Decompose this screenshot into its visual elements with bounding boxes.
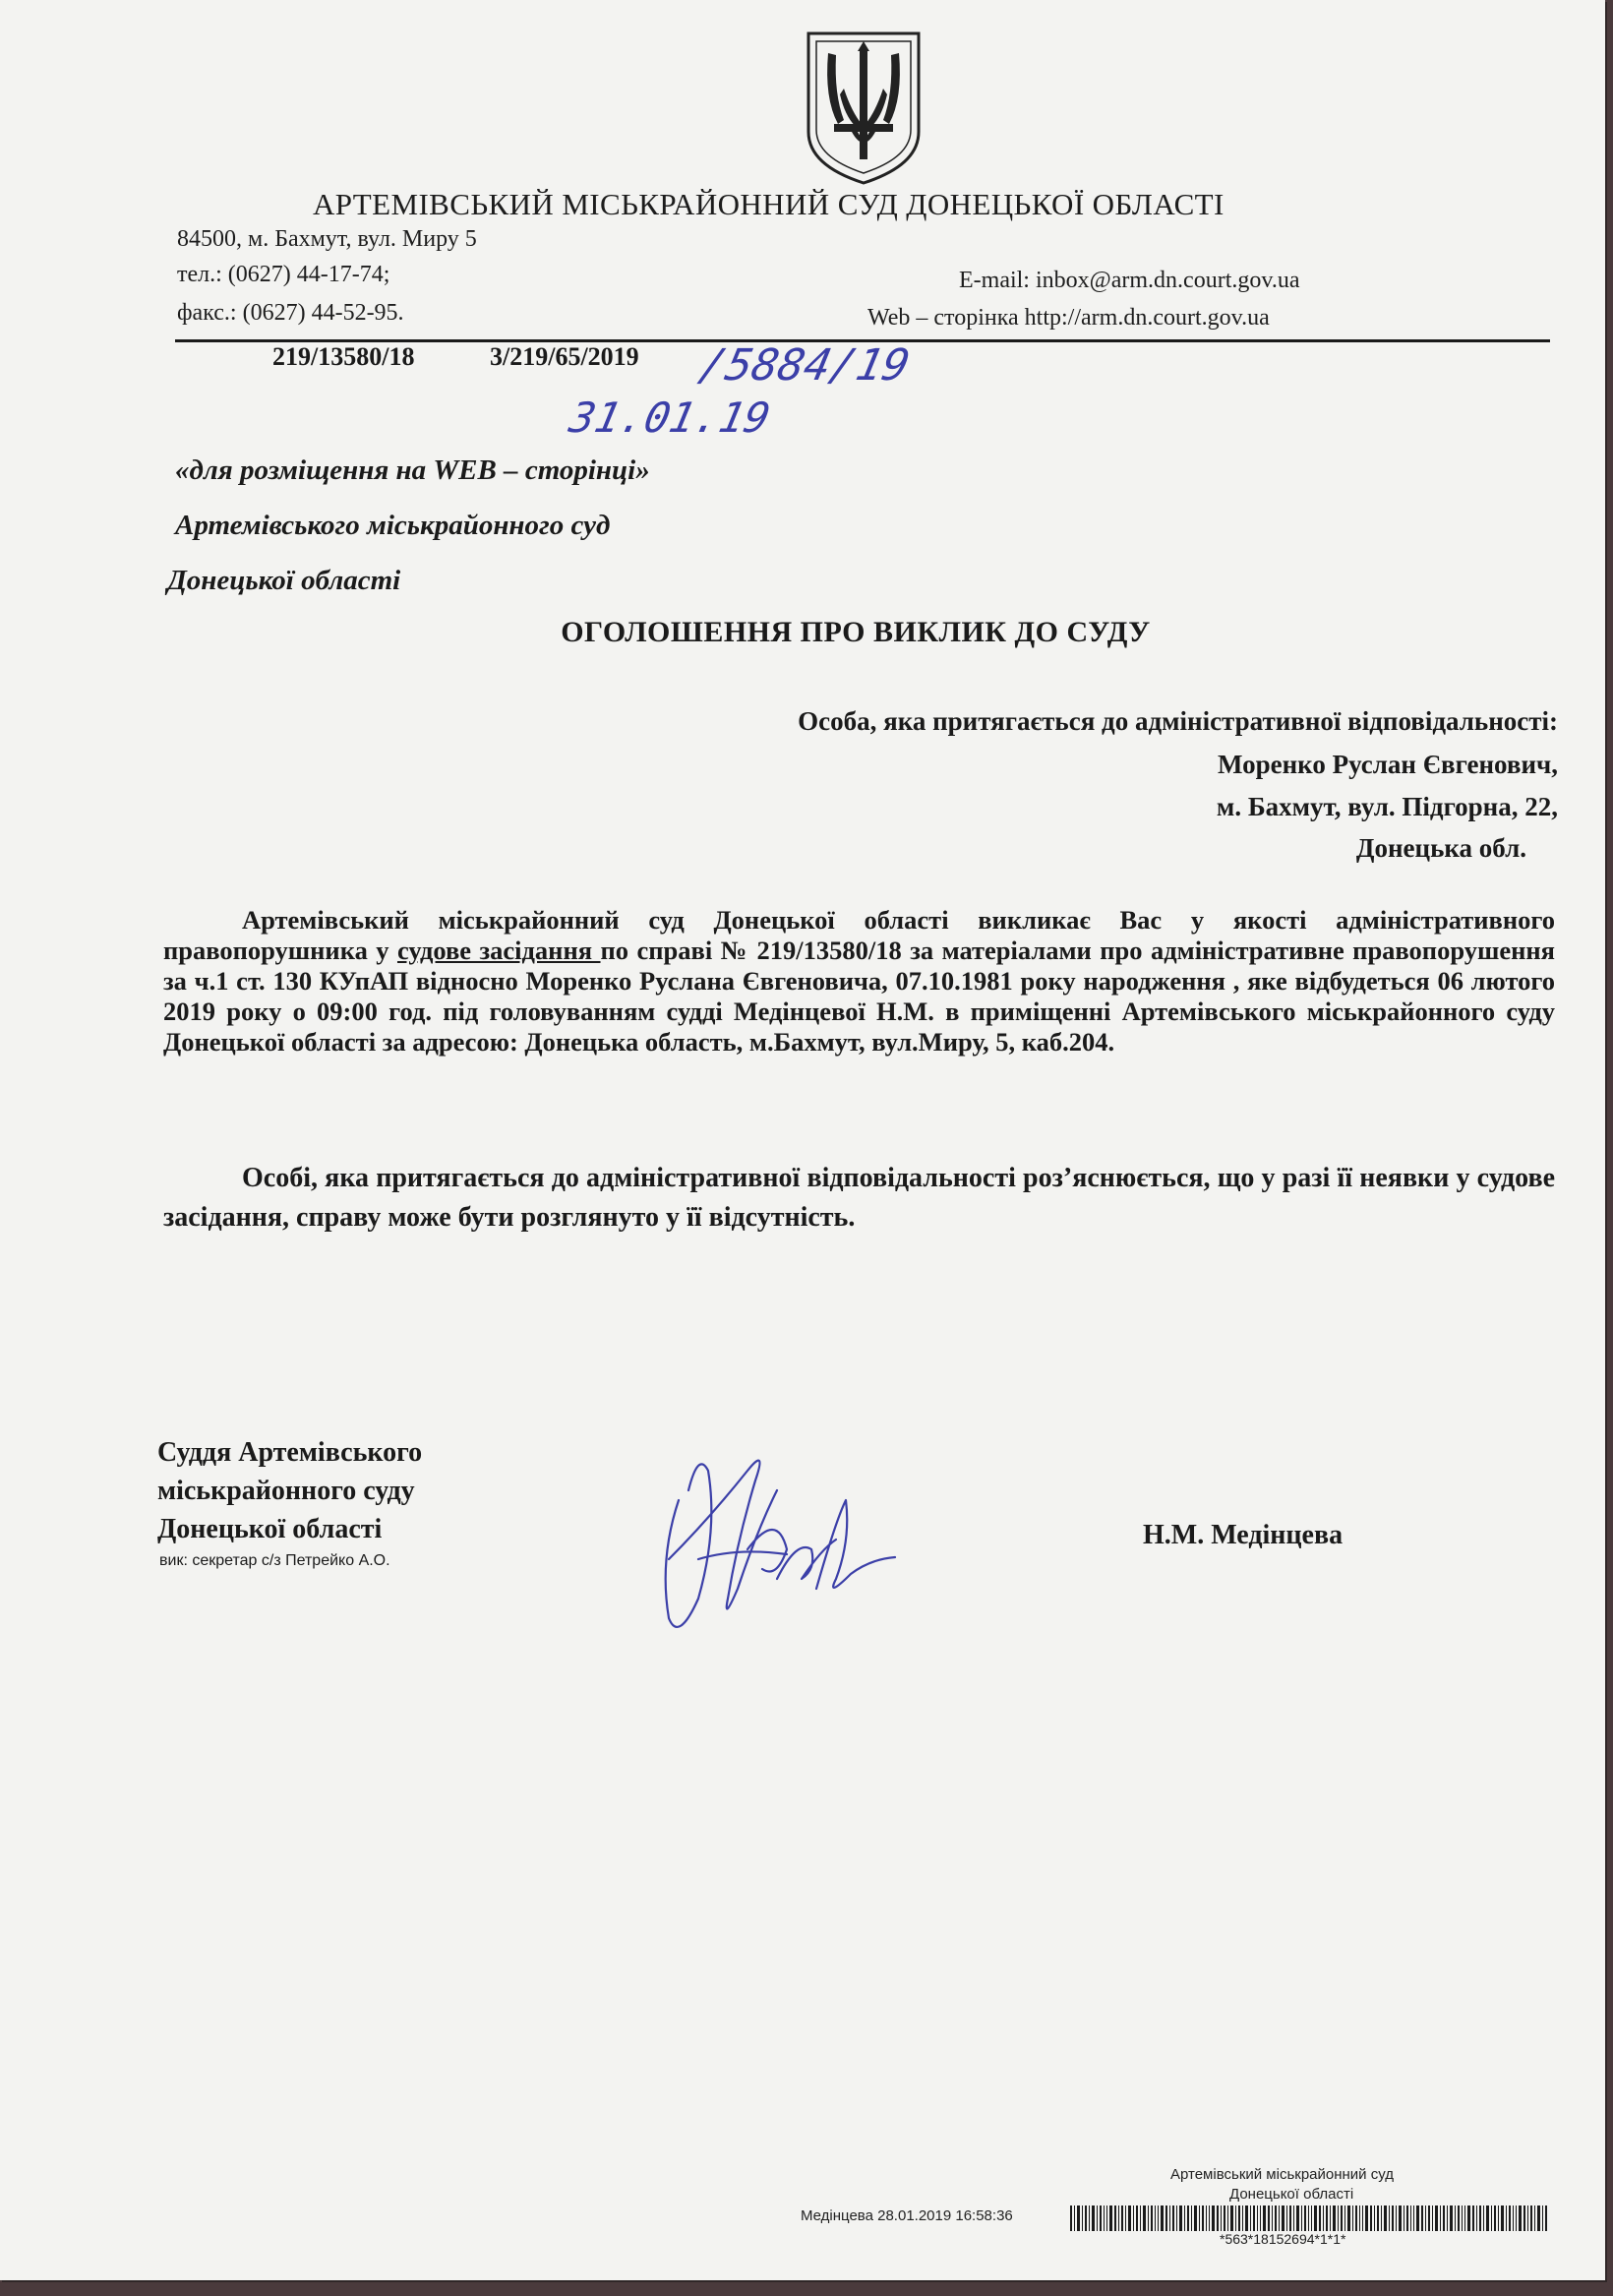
barcode-image [1070,2205,1547,2231]
court-name-heading: АРТЕМІВСЬКИЙ МІСЬКРАЙОННИЙ СУД ДОНЕЦЬКОЇ ОБЛАСТІ [313,187,1225,221]
document-title: ОГОЛОШЕННЯ ПРО ВИКЛИК ДО СУДУ [561,616,1151,648]
court-fax: факс.: (0627) 44-52-95. [177,300,404,326]
web-placement-note: «для розміщення на WEB – сторінці» [175,454,650,486]
addressee-region: Донецька обл. [1355,833,1526,863]
court-address: 84500, м. Бахмут, вул. Миру 5 [177,226,477,252]
handwritten-signature [639,1431,905,1658]
court-email: E-mail: inbox@arm.dn.court.gov.ua [959,268,1300,293]
court-website: Web – сторінка http://arm.dn.court.gov.ua [867,305,1270,331]
summons-text-underlined: судове засідання [396,936,601,965]
summons-paragraph [163,905,1555,1057]
case-number: 219/13580/18 [272,342,415,371]
web-placement-court: Артемівського міськрайонного суд [175,510,611,541]
court-phone: тел.: (0627) 44-17-74; [177,262,390,287]
addressee-street: м. Бахмут, вул. Підгорна, 22, [1216,792,1558,821]
stamp-court-region: Донецької області [1229,2186,1354,2203]
summons-text-end: по справі № 219/13580/18 за матеріалами про адміністративне правопорушення за ч.1 ст. 130 КУпАП відносно Моренко Руслана Євгеновича, 07.10.1981 року народження , яке відбудеться 06 лютого 2019 року о 09:00 год. під головуванням судді Медінцевої Н.М. в приміщенні Артемівського міськрайонного суду Донецької області за адресою: Донецька область, м.Бахмут, вул.Миру, 5, каб.204. [163,936,1555,1057]
addressee-name: Моренко Руслан Євгенович, [1217,750,1558,779]
judge-position-line3: Донецької області [157,1514,383,1544]
barcode-number: *563*18152694*1*1* [1220,2231,1346,2247]
stamp-court-name: Артемівський міськрайонний суд [1170,2166,1394,2183]
coat-of-arms-emblem [805,30,923,185]
addressee-role: Особа, яка притягається до адміністративної відповідальності: [798,706,1558,736]
outgoing-number: 3/219/65/2019 [490,342,639,371]
judge-position-line2: міськрайонного суду [157,1476,415,1506]
executor-note: вик: секретар с/з Петрейко А.О. [159,1552,390,1569]
summons-text-start: Артемівський міськрайонний суд Донецької області викликає Вас у якості адміністративного правопорушника у [163,905,1555,965]
judge-position-line1: Суддя Артемівського [157,1437,423,1468]
judge-name: Н.М. Медінцева [1143,1520,1344,1550]
absence-notice-paragraph [163,1159,1555,1238]
handwritten-registration-number: /5884/19 [694,340,915,391]
web-placement-region: Донецької області [167,565,401,596]
handwritten-date: 31.01.19 [565,393,775,442]
absence-notice-text: Особі, яка притягається до адміністративної відповідальності роз’яснюється, що у разі її неявки у судове засідання, справу може бути розглянуто у її відсутність. [163,1163,1555,1233]
registration-stamp: Медінцева 28.01.2019 16:58:36 [801,2207,1013,2224]
